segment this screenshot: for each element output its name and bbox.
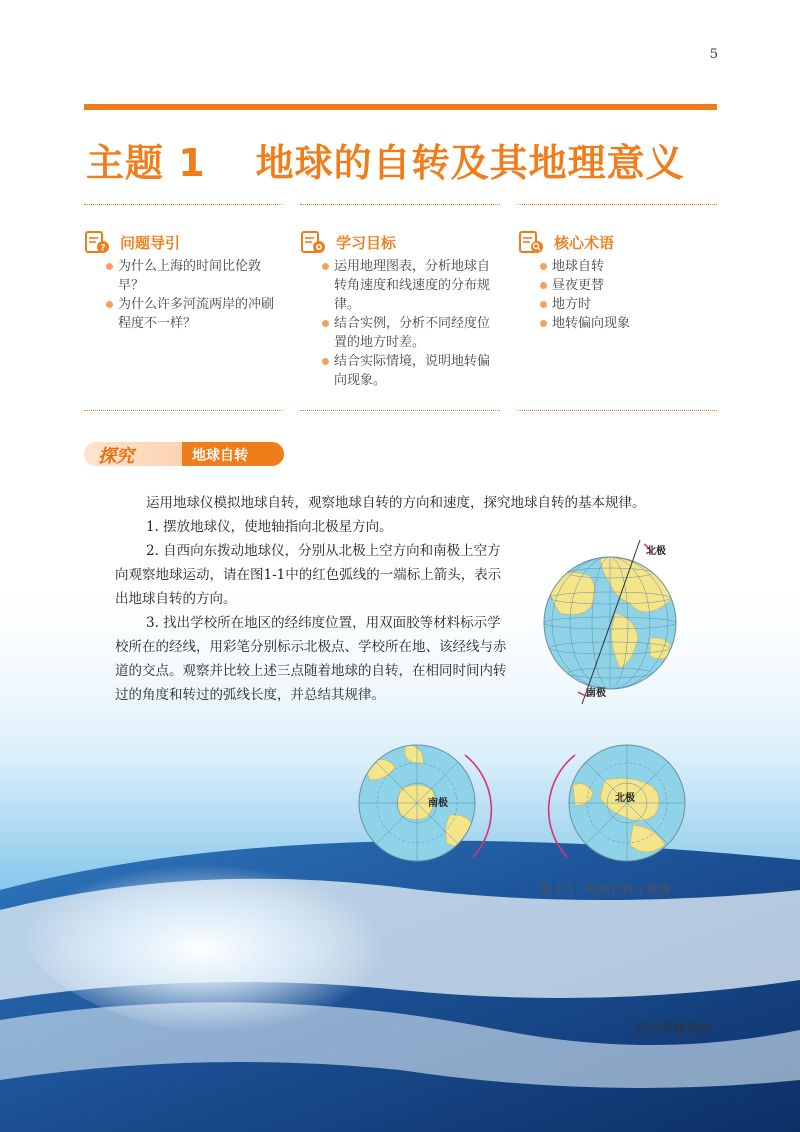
globe-side-view bbox=[540, 538, 690, 708]
page-title bbox=[86, 132, 685, 187]
figure-title: 地球自转示意图 bbox=[586, 882, 671, 896]
learning-objectives-box bbox=[300, 204, 500, 411]
explore-topic: 地球自转 bbox=[192, 448, 248, 464]
list-item: 昼夜更替 bbox=[540, 276, 710, 295]
list-item: 结合实例，分析不同经度位置的地方时差。 bbox=[322, 314, 498, 352]
svg-text:?: ? bbox=[100, 243, 106, 254]
explore-topic-tag bbox=[182, 442, 284, 466]
list-item: 为什么上海的时间比伦敦早？ bbox=[106, 257, 276, 295]
north-pole-label: 北极 bbox=[646, 546, 666, 557]
explore-banner bbox=[84, 442, 284, 466]
list-item: 地方时 bbox=[540, 295, 710, 314]
box-title: 核心术语 bbox=[554, 233, 615, 252]
background-image-caption: 高空俯瞰地球 bbox=[634, 1022, 713, 1037]
north-pole-center-label: 北极 bbox=[615, 793, 635, 804]
topic-number: 主题 1 bbox=[86, 141, 206, 185]
guiding-questions-box bbox=[84, 204, 282, 411]
list-item: 结合实际情境，说明地转偏向现象。 bbox=[322, 352, 498, 390]
explore-label: 探究 bbox=[98, 446, 134, 467]
figure-number: 图 1-1 bbox=[539, 882, 575, 896]
box-title: 问题导引 bbox=[120, 233, 181, 252]
list-item: 地转偏向现象 bbox=[540, 314, 710, 333]
list-item: 运用地理图表，分析地球自转角速度和线速度的分布规律。 bbox=[322, 257, 498, 314]
list-item: 地球自转 bbox=[540, 257, 710, 276]
step-1: 1. 摆放地球仪，使地轴指向北极星方向。 bbox=[146, 519, 393, 535]
core-terms-box bbox=[518, 204, 717, 411]
document-question-icon bbox=[84, 229, 110, 255]
intro-paragraph: 运用地球仪模拟地球自转，观察地球自转的方向和速度，探究地球自转的基本规律。 bbox=[146, 495, 646, 511]
document-search-icon bbox=[518, 229, 544, 255]
step-2: 2. 自西向东拨动地球仪，分别从北极上空方向和南极上空方向观察地球运动，请在图1-1中的红色弧线的一端标上箭头，表示出地球自转的方向。 bbox=[115, 543, 502, 607]
topic-title: 地球的自转及其地理意义 bbox=[255, 141, 685, 185]
title-rule bbox=[84, 104, 717, 110]
list-item: 为什么许多河流两岸的冲刷程度不一样？ bbox=[106, 295, 276, 333]
globe-north-pole-view bbox=[545, 735, 695, 875]
page-number: 5 bbox=[709, 47, 718, 62]
figure-caption bbox=[539, 880, 670, 897]
south-pole-label: 南极 bbox=[586, 688, 606, 699]
document-target-icon bbox=[300, 229, 326, 255]
box-title: 学习目标 bbox=[336, 233, 397, 252]
step-3: 3. 找出学校所在地区的经纬度位置，用双面胶等材料标示学校所在的经线，用彩笔分别标示北极点、学校所在地、该经线与赤道的交点。观察并比较上述三点随着地球的自转，在相同时间内转过的角度和转过的弧线长度，并总结其规律。 bbox=[115, 615, 507, 703]
south-pole-center-label: 南极 bbox=[428, 798, 448, 809]
globe-south-pole-view bbox=[355, 735, 505, 875]
